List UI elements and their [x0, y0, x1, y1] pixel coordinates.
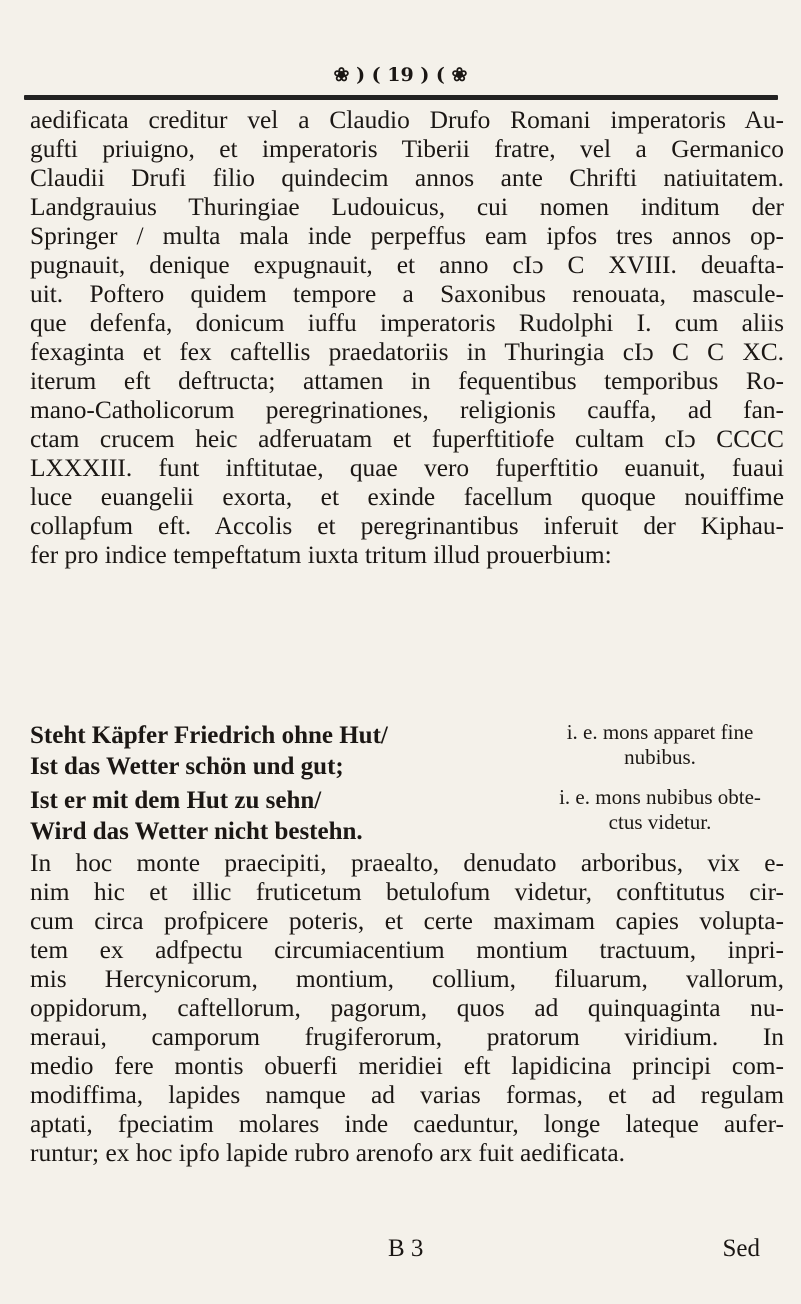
text-line: aedificata creditur vel a Claudio Drufo Romani imperatoris Au-: [30, 106, 784, 134]
text-line: collapfum eft. Accolis et peregrinantibus inferuit der Kiphau-: [30, 512, 784, 540]
verse-line: Wird das Wetter nicht bestehn.: [30, 818, 363, 845]
text-line: aptati, fpeciatim molares inde caeduntur, longe lateque aufer-: [30, 1110, 784, 1138]
running-header: ❀ ) ( 19 ) ( ❀: [333, 64, 468, 86]
verse-gloss: [536, 785, 784, 835]
catchword: Sed: [722, 1235, 760, 1262]
verse-line: Ist das Wetter schön und gut;: [30, 753, 344, 780]
verse-line: Ist er mit dem Hut zu sehn/: [30, 787, 322, 814]
text-line: nim hic et illic fruticetum betulofum videtur, conftitutus cir-: [30, 878, 784, 906]
gloss-line: nubibus.: [624, 745, 696, 769]
paragraph-1: [30, 106, 784, 570]
gloss-line: ctus videtur.: [608, 810, 712, 834]
text-line: meraui, camporum frugiferorum, pratorum viridium. In: [30, 1023, 784, 1051]
text-line: Claudii Drufi filio quindecim annos ante Chrifti natiuitatem.: [30, 164, 784, 192]
text-line: mis Hercynicorum, montium, collium, filuarum, vallorum,: [30, 965, 784, 993]
text-line: luce euangelii exorta, et exinde facellum quoque nouiffime: [30, 483, 784, 511]
verse-2: [30, 785, 784, 847]
text-line: Springer / multa mala inde perpeffus eam ipfos tres annos op-: [30, 222, 784, 250]
text-line: fexaginta et fex caftellis praedatoriis in Thuringia cIɔ C C XC.: [30, 338, 784, 366]
text-line: tem ex adfpectu circumiacentium montium tractuum, inpri-: [30, 936, 784, 964]
text-line: pugnauit, denique expugnauit, et anno cIɔ C XVIII. deuafta-: [30, 251, 784, 279]
gloss-line: i. e. mons nubibus obte-: [559, 785, 761, 809]
text-line: ctam crucem heic adferuatam et fuperftitiofe cultam cIɔ CCCC: [30, 425, 784, 453]
text-line: Landgrauius Thuringiae Ludouicus, cui nomen inditum der: [30, 193, 784, 221]
text-line: gufti priuigno, et imperatoris Tiberii fratre, vel a Germanico: [30, 135, 784, 163]
gloss-line: i. e. mons apparet fine: [566, 720, 754, 744]
text-line: uit. Poftero quidem tempore a Saxonibus renouata, mascule-: [30, 280, 784, 308]
text-line: oppidorum, caftellorum, pagorum, quos ad quinquaginta nu-: [30, 994, 784, 1022]
header-rule: [24, 95, 778, 100]
text-line: runtur; ex hoc ipfo lapide rubro arenofo arx fuit aedificata.: [30, 1139, 626, 1167]
text-line: mano-Catholicorum peregrinationes, religionis cauffa, ad fan-: [30, 396, 784, 424]
text-line: medio fere montis obuerfi meridiei eft lapidicina principi com-: [30, 1052, 784, 1080]
page-footer: [30, 1235, 760, 1265]
paragraph-2: [30, 849, 784, 1168]
verse-gloss: [536, 720, 784, 770]
verse-1: [30, 720, 784, 782]
text-line: fer pro indice tempeftatum iuxta tritum illud prouerbium:: [30, 541, 612, 569]
text-line: que defenfa, donicum iuffu imperatoris Rudolphi I. cum aliis: [30, 309, 784, 337]
text-line: modiffima, lapides namque ad varias formas, et ad regulam: [30, 1081, 784, 1109]
signature-mark: B 3: [388, 1235, 424, 1262]
text-line: LXXXIII. funt inftitutae, quae vero fuperftitio euanuit, fuaui: [30, 454, 784, 482]
text-line: cum circa profpicere poteris, et certe maximam capies volupta-: [30, 907, 784, 935]
text-line: In hoc monte praecipiti, praealto, denudato arboribus, vix e-: [30, 849, 784, 877]
text-line: iterum eft deftructa; attamen in fequentibus temporibus Ro-: [30, 367, 784, 395]
verse-line: Steht Käpfer Friedrich ohne Hut/: [30, 722, 388, 749]
